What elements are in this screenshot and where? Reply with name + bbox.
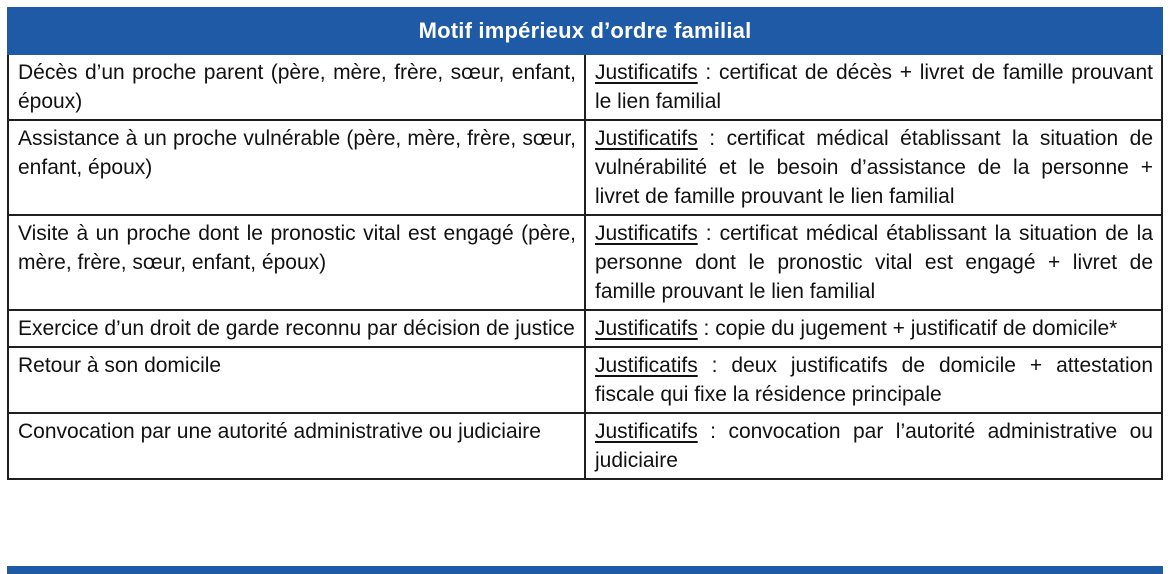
motif-cell: Exercice d’un droit de garde reconnu par décision de justice <box>8 310 585 347</box>
justificatifs-label: Justificatifs <box>595 317 698 340</box>
justificatif-cell <box>585 347 1162 413</box>
bottom-blue-bar <box>7 566 1163 574</box>
justificatifs-label: Justificatifs <box>595 222 698 245</box>
motif-cell: Décès d’un proche parent (père, mère, frère, sœur, enfant, époux) <box>8 54 585 120</box>
motif-cell: Assistance à un proche vulnérable (père, mère, frère, sœur, enfant, époux) <box>8 120 585 215</box>
table-title: Motif impérieux d’ordre familial <box>8 8 1162 54</box>
justificatifs-text: : certificat médical établissant la situation de vulnérabilité et le besoin d’assistance de la personne + livret de famille prouvant le lien familial <box>595 127 1153 208</box>
motif-cell: Visite à un proche dont le pronostic vital est engagé (père, mère, frère, sœur, enfant, époux) <box>8 215 585 310</box>
justificatifs-text: : certificat de décès + livret de famille prouvant le lien familial <box>595 61 1153 113</box>
justificatifs-text: : convocation par l’autorité administrative ou judiciaire <box>595 420 1153 472</box>
table-header-row <box>8 8 1162 54</box>
justificatif-cell <box>585 54 1162 120</box>
justificatifs-label: Justificatifs <box>595 354 698 377</box>
table-row <box>8 413 1162 479</box>
justificatifs-text: : certificat médical établissant la situation de la personne dont le pronostic vital est engagé + livret de famille prouvant le lien familial <box>595 222 1153 303</box>
table-row <box>8 215 1162 310</box>
justificatifs-label: Justificatifs <box>595 61 698 84</box>
justificatif-cell <box>585 120 1162 215</box>
justificatifs-text: : deux justificatifs de domicile + attestation fiscale qui fixe la résidence principale <box>595 354 1153 406</box>
justificatif-cell <box>585 413 1162 479</box>
table-row <box>8 120 1162 215</box>
table-row <box>8 54 1162 120</box>
table-row <box>8 347 1162 413</box>
table-row <box>8 310 1162 347</box>
motif-cell: Retour à son domicile <box>8 347 585 413</box>
justificatif-cell <box>585 215 1162 310</box>
motifs-table <box>7 7 1163 480</box>
justificatifs-label: Justificatifs <box>595 420 698 443</box>
motif-cell: Convocation par une autorité administrative ou judiciaire <box>8 413 585 479</box>
justificatifs-label: Justificatifs <box>595 127 698 150</box>
justificatifs-text: : copie du jugement + justificatif de domicile* <box>697 317 1118 340</box>
justificatif-cell <box>585 310 1162 347</box>
